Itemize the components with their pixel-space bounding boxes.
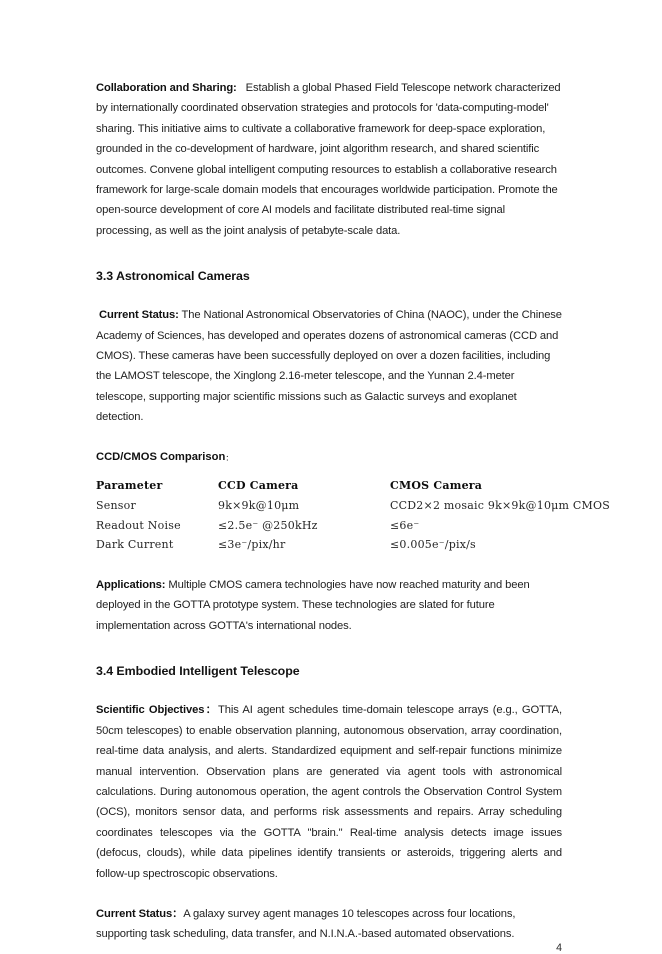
- collaboration-label: Collaboration and Sharing:: [96, 82, 237, 94]
- paragraph-applications: [96, 575, 562, 636]
- spacer: [96, 680, 562, 700]
- paragraph-scientific-objectives: [96, 700, 562, 884]
- table-header-parameter: Parameter: [96, 478, 163, 492]
- table-cell-ccd-readout-noise: ≤2.5e⁻ @250kHz: [218, 518, 318, 532]
- heading-section-3-4: 3.4 Embodied Intelligent Telescope: [96, 664, 300, 679]
- paragraph-3-4-current-status: [96, 904, 562, 945]
- table-cell-cmos-sensor: CCD2×2 mosaic 9k×9k@10μm CMOS: [390, 499, 611, 513]
- table-cell-parameter-sensor: Sensor: [96, 499, 136, 513]
- table-cell-ccd-dark-current: ≤3e⁻/pix/hr: [218, 538, 286, 552]
- table-cell-parameter-dark-current: Dark Current: [96, 538, 174, 552]
- table-cell-ccd-sensor: 9k×9k@10μm: [218, 499, 300, 513]
- paragraph-3-3-current-status: [96, 305, 562, 427]
- scientific-objectives-body: This AI agent schedules time-domain telescope arrays (e.g., GOTTA, 50cm telescopes) to enable observation planning, autonomous observation, array coordination, real-time data analysis, and alerts. Standardized equipment and self-repair functions minimize manual intervention. Observation plans are generated via agent tools with astronomical calculations. During autonomous operation, the agent controls the Observation Control System (OCS), monitors sensor data, and performs risk assessments and repairs. Array scheduling coordinates telescopes via the GOTTA "brain." Real-time analysis detects image issues (defocus, clouds), while data pipelines identify transients or asteroids, triggering alerts and follow-up spectroscopic observations.: [96, 704, 563, 880]
- table-header-ccd-camera: CCD Camera: [218, 478, 299, 492]
- applications-label: Applications:: [96, 579, 166, 592]
- spacer: [96, 428, 562, 448]
- table-row: [96, 496, 562, 516]
- table-cell-parameter-readout-noise: Readout Noise: [96, 518, 181, 532]
- spacer: [96, 636, 562, 662]
- spacer: [96, 241, 562, 267]
- table-header-cmos-camera: CMOS Camera: [390, 478, 483, 492]
- current-status-body-3-4: A galaxy survey agent manages 10 telescopes across four locations, supporting task scheduling, data transfer, and N.I.N.A.-based automated observations.: [96, 907, 516, 941]
- scientific-objectives-label: Scientific Objectives: [96, 704, 205, 717]
- heading-section-3-3: 3.3 Astronomical Cameras: [96, 269, 250, 284]
- table-cell-cmos-dark-current: ≤0.005e⁻/pix/s: [390, 538, 476, 552]
- current-status-label-3-3: Current Status:: [99, 309, 179, 322]
- ccd-cmos-comparison-table: [96, 476, 611, 555]
- current-status-colon-3-4: ：: [172, 907, 184, 920]
- current-status-body-3-3: The National Astronomical Observatories of China (NAOC), under the Chinese Academy of Sciences, has developed and operates dozens of astronomical cameras (CCD and CMOS). These cameras have been successfully deployed on over a dozen facilities, including the LAMOST telescope, the Xinglong 2.16-meter telescope, and the Yunnan 2.4-meter telescope, supporting major scientific missions such as Galactic surveys and exoplanet detection.: [96, 309, 562, 424]
- paragraph-collaboration-and-sharing: [96, 78, 562, 241]
- comparison-label: [96, 448, 562, 468]
- page-number: 4: [556, 942, 562, 954]
- table-row: [96, 516, 562, 536]
- table-cell-cmos-readout-noise: ≤6e⁻: [390, 518, 420, 532]
- spacer: [96, 468, 562, 476]
- current-status-label-3-4: Current Status: [96, 907, 173, 920]
- table-row: [96, 535, 562, 555]
- spacer: [96, 884, 562, 904]
- applications-body: Multiple CMOS camera technologies have now reached maturity and been deployed in the GOTTA prototype system. These technologies are slated for future implementation across GOTTA's international nodes.: [96, 579, 530, 632]
- spacer: [96, 555, 562, 575]
- comparison-label-colon: ：: [225, 453, 235, 464]
- table-header-row: [96, 476, 562, 497]
- page-content: [96, 78, 611, 954]
- spacer: [96, 285, 562, 305]
- scientific-objectives-colon: ：: [204, 704, 219, 717]
- collaboration-body: Establish a global Phased Field Telescope network characterized by internationally coordinated observation strategies and protocols for 'data-computing-model' sharing. This initiative aims to cultivate a collaborative framework for deep-space exploration, grounded in the co-development of hardware, joint algorithm research, and shared scientific outcomes. Convene global intelligent computing resources to establish a collaborative research framework for large-scale domain models that encourages worldwide participation. Promote the open-source development of core AI models and facilitate distributed real-time signal processing, as well as the joint analysis of petabyte-scale data.: [96, 82, 561, 237]
- comparison-label-text: CCD/CMOS Comparison: [96, 450, 226, 463]
